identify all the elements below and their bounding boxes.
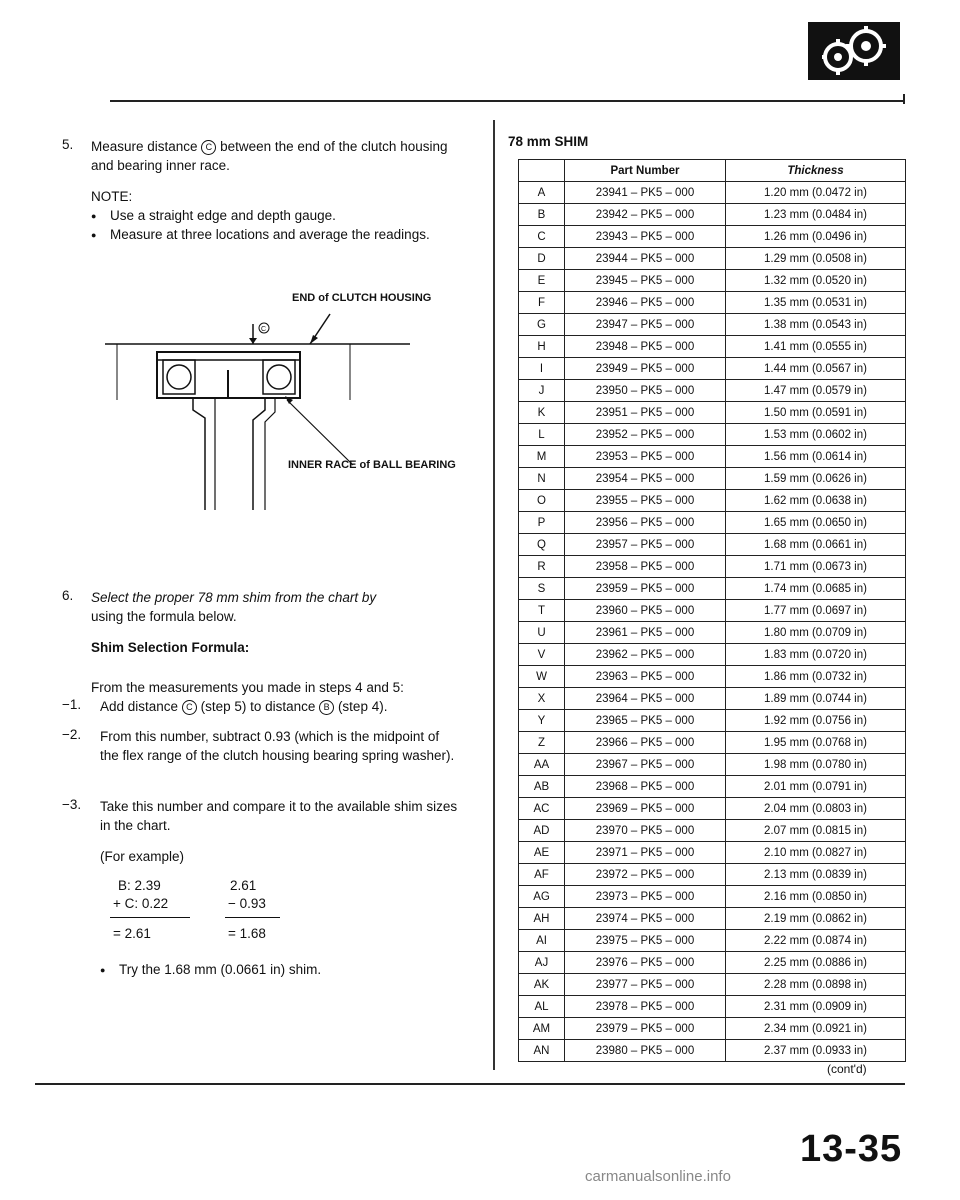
cell-letter: L <box>519 424 565 446</box>
cell-thickness: 1.29 mm (0.0508 in) <box>726 248 906 270</box>
cell-thickness: 1.53 mm (0.0602 in) <box>726 424 906 446</box>
cell-thickness: 1.47 mm (0.0579 in) <box>726 380 906 402</box>
cell-part-number: 23964 – PK5 – 000 <box>565 688 726 710</box>
cell-letter: AB <box>519 776 565 798</box>
cell-letter: AI <box>519 930 565 952</box>
table-row <box>519 622 906 644</box>
cell-thickness: 1.38 mm (0.0543 in) <box>726 314 906 336</box>
substep-number: −2. <box>62 727 82 742</box>
bearing-diagram <box>105 300 475 520</box>
page-number: 13-35 <box>800 1128 903 1170</box>
cell-thickness: 1.98 mm (0.0780 in) <box>726 754 906 776</box>
table-row <box>519 358 906 380</box>
cell-part-number: 23948 – PK5 – 000 <box>565 336 726 358</box>
cell-letter: Z <box>519 732 565 754</box>
substep-1-part-c: (step 4). <box>337 699 388 714</box>
table-row <box>519 908 906 930</box>
table-row <box>519 534 906 556</box>
cell-thickness: 1.62 mm (0.0638 in) <box>726 490 906 512</box>
cell-thickness: 2.25 mm (0.0886 in) <box>726 952 906 974</box>
substep-1-text <box>100 697 460 716</box>
cell-thickness: 2.28 mm (0.0898 in) <box>726 974 906 996</box>
cell-thickness: 2.01 mm (0.0791 in) <box>726 776 906 798</box>
table-row <box>519 996 906 1018</box>
footer-rule <box>35 1083 905 1085</box>
formula-intro: From the measurements you made in steps 4 and 5: <box>91 680 404 695</box>
table-row <box>519 292 906 314</box>
example-rule <box>225 917 280 918</box>
example-label: (For example) <box>100 849 185 864</box>
example-b-value: B: 2.39 <box>118 878 161 893</box>
cell-letter: P <box>519 512 565 534</box>
table-row <box>519 204 906 226</box>
cell-letter: Q <box>519 534 565 556</box>
cell-letter: T <box>519 600 565 622</box>
cell-thickness: 2.16 mm (0.0850 in) <box>726 886 906 908</box>
cell-part-number: 23952 – PK5 – 000 <box>565 424 726 446</box>
cell-part-number: 23969 – PK5 – 000 <box>565 798 726 820</box>
cell-part-number: 23947 – PK5 – 000 <box>565 314 726 336</box>
cell-part-number: 23971 – PK5 – 000 <box>565 842 726 864</box>
cell-part-number: 23946 – PK5 – 000 <box>565 292 726 314</box>
circled-marker: C <box>182 700 197 715</box>
cell-letter: AJ <box>519 952 565 974</box>
cell-part-number: 23958 – PK5 – 000 <box>565 556 726 578</box>
cell-part-number: 23980 – PK5 – 000 <box>565 1040 726 1062</box>
table-row <box>519 864 906 886</box>
cell-part-number: 23968 – PK5 – 000 <box>565 776 726 798</box>
cell-part-number: 23966 – PK5 – 000 <box>565 732 726 754</box>
cell-part-number: 23979 – PK5 – 000 <box>565 1018 726 1040</box>
cell-letter: J <box>519 380 565 402</box>
cell-part-number: 23975 – PK5 – 000 <box>565 930 726 952</box>
example-sum: = 2.61 <box>113 926 151 941</box>
substep-number: −1. <box>62 697 82 712</box>
cell-letter: AA <box>519 754 565 776</box>
cell-thickness: 1.59 mm (0.0626 in) <box>726 468 906 490</box>
substep-1-part-b: (step 5) to distance <box>200 699 316 714</box>
cell-thickness: 1.23 mm (0.0484 in) <box>726 204 906 226</box>
cell-letter: AK <box>519 974 565 996</box>
cell-part-number: 23950 – PK5 – 000 <box>565 380 726 402</box>
cell-part-number: 23949 – PK5 – 000 <box>565 358 726 380</box>
table-header-row <box>519 160 906 182</box>
cell-letter: F <box>519 292 565 314</box>
cell-thickness: 2.37 mm (0.0933 in) <box>726 1040 906 1062</box>
cell-letter: O <box>519 490 565 512</box>
cell-part-number: 23944 – PK5 – 000 <box>565 248 726 270</box>
table-row <box>519 182 906 204</box>
cell-thickness: 2.31 mm (0.0909 in) <box>726 996 906 1018</box>
figure-label-top: END of CLUTCH HOUSING <box>292 292 432 304</box>
table-row <box>519 974 906 996</box>
cell-letter: AD <box>519 820 565 842</box>
cell-letter: S <box>519 578 565 600</box>
cell-thickness: 2.19 mm (0.0862 in) <box>726 908 906 930</box>
cell-letter: AE <box>519 842 565 864</box>
cell-part-number: 23960 – PK5 – 000 <box>565 600 726 622</box>
step-6-line-1: Select the proper 78 mm shim from the chart by <box>91 590 377 605</box>
cell-letter: E <box>519 270 565 292</box>
cell-thickness: 2.07 mm (0.0815 in) <box>726 820 906 842</box>
cell-thickness: 1.71 mm (0.0673 in) <box>726 556 906 578</box>
cell-letter: U <box>519 622 565 644</box>
note-bullet: ● Measure at three locations and average the readings. <box>110 225 460 244</box>
cell-letter: AG <box>519 886 565 908</box>
table-row <box>519 798 906 820</box>
header-letter <box>519 160 565 182</box>
cell-part-number: 23970 – PK5 – 000 <box>565 820 726 842</box>
table-row <box>519 336 906 358</box>
example-rule <box>110 917 190 918</box>
cell-letter: AL <box>519 996 565 1018</box>
cell-part-number: 23955 – PK5 – 000 <box>565 490 726 512</box>
cell-letter: AN <box>519 1040 565 1062</box>
cell-letter: R <box>519 556 565 578</box>
table-row <box>519 226 906 248</box>
table-row <box>519 666 906 688</box>
figure-label-bottom: INNER RACE of BALL BEARING <box>288 459 456 471</box>
cell-letter: K <box>519 402 565 424</box>
table-row <box>519 732 906 754</box>
example-c-value: + C: 0.22 <box>113 896 169 911</box>
table-row <box>519 380 906 402</box>
cell-thickness: 1.89 mm (0.0744 in) <box>726 688 906 710</box>
table-row <box>519 248 906 270</box>
cell-letter: Y <box>519 710 565 732</box>
table-row <box>519 600 906 622</box>
step-5-text: Measure distance C between the end of the clutch housing and bearing inner race. <box>91 139 448 173</box>
cell-part-number: 23941 – PK5 – 000 <box>565 182 726 204</box>
cell-letter: AF <box>519 864 565 886</box>
cell-thickness: 1.83 mm (0.0720 in) <box>726 644 906 666</box>
chart-title: 78 mm SHIM <box>508 134 589 149</box>
shim-table <box>518 159 906 1062</box>
header-rule-tick <box>903 94 905 104</box>
table-row <box>519 842 906 864</box>
substep-number: −3. <box>62 797 82 812</box>
shim-table-body <box>519 182 906 1062</box>
cell-letter: X <box>519 688 565 710</box>
cell-part-number: 23954 – PK5 – 000 <box>565 468 726 490</box>
cell-thickness: 2.34 mm (0.0921 in) <box>726 1018 906 1040</box>
table-row <box>519 952 906 974</box>
cell-thickness: 1.41 mm (0.0555 in) <box>726 336 906 358</box>
table-row <box>519 446 906 468</box>
cell-letter: AM <box>519 1018 565 1040</box>
cell-part-number: 23959 – PK5 – 000 <box>565 578 726 600</box>
cell-part-number: 23951 – PK5 – 000 <box>565 402 726 424</box>
cell-thickness: 1.65 mm (0.0650 in) <box>726 512 906 534</box>
note-label: NOTE: <box>91 189 133 204</box>
cell-thickness: 2.04 mm (0.0803 in) <box>726 798 906 820</box>
cell-part-number: 23963 – PK5 – 000 <box>565 666 726 688</box>
step-6-number: 6. <box>62 588 74 603</box>
table-row <box>519 644 906 666</box>
cell-thickness: 1.80 mm (0.0709 in) <box>726 622 906 644</box>
column-divider <box>493 120 495 1070</box>
figure-marker-label: C <box>261 326 267 333</box>
cell-letter: V <box>519 644 565 666</box>
cell-letter: A <box>519 182 565 204</box>
cell-part-number: 23956 – PK5 – 000 <box>565 512 726 534</box>
cell-letter: M <box>519 446 565 468</box>
table-row <box>519 314 906 336</box>
gears-icon <box>808 22 900 80</box>
table-row <box>519 776 906 798</box>
step-5-number: 5. <box>62 137 74 152</box>
example-result: = 1.68 <box>228 926 266 941</box>
cell-thickness: 1.26 mm (0.0496 in) <box>726 226 906 248</box>
table-row <box>519 578 906 600</box>
circled-marker: C <box>201 140 216 155</box>
continued-label: (cont'd) <box>827 1062 867 1076</box>
cell-part-number: 23965 – PK5 – 000 <box>565 710 726 732</box>
substep-2-text: From this number, subtract 0.93 (which is the midpoint of the flex range of the clutch housing bearing spring washer). <box>100 729 455 763</box>
table-row <box>519 556 906 578</box>
table-row <box>519 820 906 842</box>
cell-letter: AC <box>519 798 565 820</box>
cell-part-number: 23962 – PK5 – 000 <box>565 644 726 666</box>
cell-thickness: 1.44 mm (0.0567 in) <box>726 358 906 380</box>
table-row <box>519 424 906 446</box>
cell-part-number: 23942 – PK5 – 000 <box>565 204 726 226</box>
table-row <box>519 688 906 710</box>
cell-part-number: 23961 – PK5 – 000 <box>565 622 726 644</box>
try-shim-bullet: ● Try the 1.68 mm (0.0661 in) shim. <box>119 960 459 979</box>
cell-thickness: 1.56 mm (0.0614 in) <box>726 446 906 468</box>
cell-thickness: 2.10 mm (0.0827 in) <box>726 842 906 864</box>
cell-thickness: 1.92 mm (0.0756 in) <box>726 710 906 732</box>
example-sum-copy: 2.61 <box>230 878 257 893</box>
cell-part-number: 23943 – PK5 – 000 <box>565 226 726 248</box>
cell-part-number: 23972 – PK5 – 000 <box>565 864 726 886</box>
cell-thickness: 1.20 mm (0.0472 in) <box>726 182 906 204</box>
substep-3-text: Take this number and compare it to the available shim sizes in the chart. <box>100 799 458 833</box>
example-subtract: − 0.93 <box>228 896 266 911</box>
table-row <box>519 710 906 732</box>
cell-part-number: 23978 – PK5 – 000 <box>565 996 726 1018</box>
table-row <box>519 1040 906 1062</box>
cell-thickness: 2.22 mm (0.0874 in) <box>726 930 906 952</box>
cell-thickness: 1.68 mm (0.0661 in) <box>726 534 906 556</box>
cell-letter: G <box>519 314 565 336</box>
cell-thickness: 1.50 mm (0.0591 in) <box>726 402 906 424</box>
header-part-number: Part Number <box>565 160 726 182</box>
cell-thickness: 1.95 mm (0.0768 in) <box>726 732 906 754</box>
cell-part-number: 23974 – PK5 – 000 <box>565 908 726 930</box>
cell-part-number: 23953 – PK5 – 000 <box>565 446 726 468</box>
header-rule <box>110 100 905 102</box>
table-row <box>519 468 906 490</box>
cell-thickness: 1.86 mm (0.0732 in) <box>726 666 906 688</box>
cell-part-number: 23977 – PK5 – 000 <box>565 974 726 996</box>
table-row <box>519 402 906 424</box>
step-6-line-2: using the formula below. <box>91 609 237 624</box>
substep-1-part-a: Add distance <box>100 699 179 714</box>
table-row <box>519 512 906 534</box>
cell-letter: AH <box>519 908 565 930</box>
cell-letter: I <box>519 358 565 380</box>
formula-title: Shim Selection Formula: <box>91 640 250 655</box>
table-row <box>519 930 906 952</box>
circled-marker: B <box>319 700 334 715</box>
table-row <box>519 270 906 292</box>
cell-part-number: 23945 – PK5 – 000 <box>565 270 726 292</box>
cell-letter: W <box>519 666 565 688</box>
cell-letter: H <box>519 336 565 358</box>
cell-letter: N <box>519 468 565 490</box>
cell-part-number: 23967 – PK5 – 000 <box>565 754 726 776</box>
cell-letter: C <box>519 226 565 248</box>
table-row <box>519 1018 906 1040</box>
table-row <box>519 886 906 908</box>
cell-thickness: 1.35 mm (0.0531 in) <box>726 292 906 314</box>
cell-part-number: 23976 – PK5 – 000 <box>565 952 726 974</box>
note-bullet: ● Use a straight edge and depth gauge. <box>110 206 470 225</box>
cell-thickness: 1.32 mm (0.0520 in) <box>726 270 906 292</box>
cell-part-number: 23973 – PK5 – 000 <box>565 886 726 908</box>
cell-letter: B <box>519 204 565 226</box>
table-row <box>519 754 906 776</box>
header-thickness: Thickness <box>726 160 906 182</box>
cell-part-number: 23957 – PK5 – 000 <box>565 534 726 556</box>
cell-thickness: 1.74 mm (0.0685 in) <box>726 578 906 600</box>
cell-letter: D <box>519 248 565 270</box>
watermark: carmanualsonline.info <box>585 1168 731 1185</box>
cell-thickness: 2.13 mm (0.0839 in) <box>726 864 906 886</box>
cell-thickness: 1.77 mm (0.0697 in) <box>726 600 906 622</box>
table-row <box>519 490 906 512</box>
